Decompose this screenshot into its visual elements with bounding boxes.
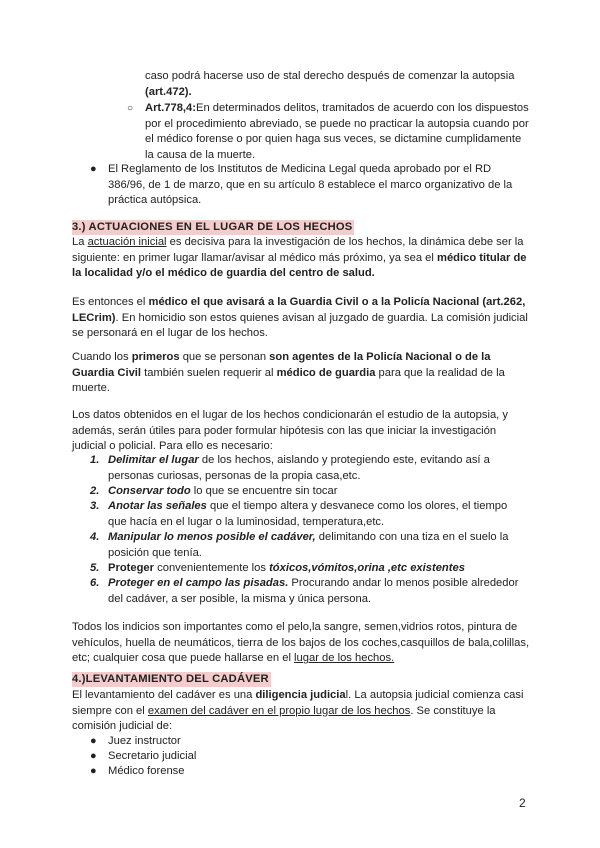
section-3-paragraph-5: Todos los indicios son importantes como el pelo,la sangre, semen,vidrios rotos, pintura de vehículos, huella de neumáticos, tierra de los bajos de los coches,casquillos de bala,colillas, etc; cualquier cosa que puede hallarse en el lugar de los hechos. — [72, 621, 530, 665]
sub-item-continuation: caso podrá hacerse uso de stal derecho después de comenzar la autopsia (art.472). — [145, 70, 515, 98]
step-number: 3. — [90, 500, 100, 512]
step-number: 6. — [90, 577, 100, 589]
member-item: Médico forense — [108, 765, 185, 777]
section-3-paragraph-4: Los datos obtenidos en el lugar de los hechos condicionarán el estudio de la autopsia, y además, serán útiles para poder formular hipótesis con las que iniciar la investigación judicial o policial. Para ello es necesario: — [72, 409, 508, 453]
step-item: Proteger convenientemente los tóxicos,vómitos,orina ,etc existentes — [108, 562, 465, 574]
step-item: Delimitar el lugar de los hechos, aislando y protegiendo este, evitando así a personas curiosas, personas de la propia casa,etc. — [108, 454, 490, 482]
bullet-item-reglamento: El Reglamento de los Institutos de Medicina Legal queda aprobado por el RD 386/96, de 1 de marzo, que en su artículo 8 establece el marco organizativo de la práctica autópsica. — [108, 163, 513, 207]
bullet-icon: ● — [90, 765, 97, 777]
step-item: Proteger en el campo las pisadas. Procurando andar lo menos posible alrededor del cadáver, a ser posible, la misma y única persona. — [108, 577, 519, 605]
member-item: Secretario judicial — [108, 750, 197, 762]
step-item: Conservar todo lo que se encuentre sin tocar — [108, 485, 338, 497]
bullet-icon: ● — [90, 750, 97, 762]
section-3-paragraph-2: Es entonces el médico el que avisará a la Guardia Civil o a la Policía Nacional (art.262, LECrim). En homicidio son estos quienes avisan al juzgado de guardia. La comisión judicial se personará en el lugar de los hechos. — [72, 296, 528, 340]
section-3-heading: 3.) ACTUACIONES EN EL LUGAR DE LOS HECHOS — [72, 221, 353, 233]
section-3-paragraph-3: Cuando los primeros que se personan son agentes de la Policía Nacional o de la Guardia Civil también suelen requerir al médico de guardia para que la realidad de la muerte. — [72, 351, 505, 395]
section-3-paragraph-1: La actuación inicial es decisiva para la investigación de los hechos, la dinámica debe ser la siguiente: en primer lugar llamar/avisar al médico más próximo, ya sea el médico titular de la localidad y/o el médico de guardia del centro de salud. — [72, 236, 527, 280]
bullet-icon: ● — [90, 163, 97, 175]
bullet-icon: ● — [90, 735, 97, 747]
step-number: 4. — [90, 531, 100, 543]
step-number: 2. — [90, 485, 100, 497]
step-item: Manipular lo menos posible el cadáver, delimitando con una tiza en el suelo la posición que tenía. — [108, 531, 509, 559]
section-4-heading: 4.)LEVANTAMIENTO DEL CADÁVER — [72, 673, 269, 685]
sub-item-art778: Art.778,4:En determinados delitos, tramitados de acuerdo con los dispuestos por el procedimiento abreviado, se puede no practicar la autopsia cuando por el médico forense o por quien haga sus veces, se dictamine cumplidamente la causa de la muerte. — [145, 102, 529, 161]
step-number: 5. — [90, 562, 100, 574]
step-item: Anotar las señales que el tiempo altera y desvanece como los olores, el tiempo que hacía en el lugar o la luminosidad, temperatura,etc. — [108, 500, 508, 528]
page-number: 2 — [519, 796, 526, 810]
member-item: Juez instructor — [108, 735, 181, 747]
section-4-paragraph-1: El levantamiento del cadáver es una diligencia judicial. La autopsia judicial comienza casi siempre con el examen del cadáver en el propio lugar de los hechos. Se constituye la comisión judicial de: — [72, 689, 524, 733]
hollow-bullet-icon: ○ — [127, 103, 134, 114]
step-number: 1. — [90, 454, 100, 466]
